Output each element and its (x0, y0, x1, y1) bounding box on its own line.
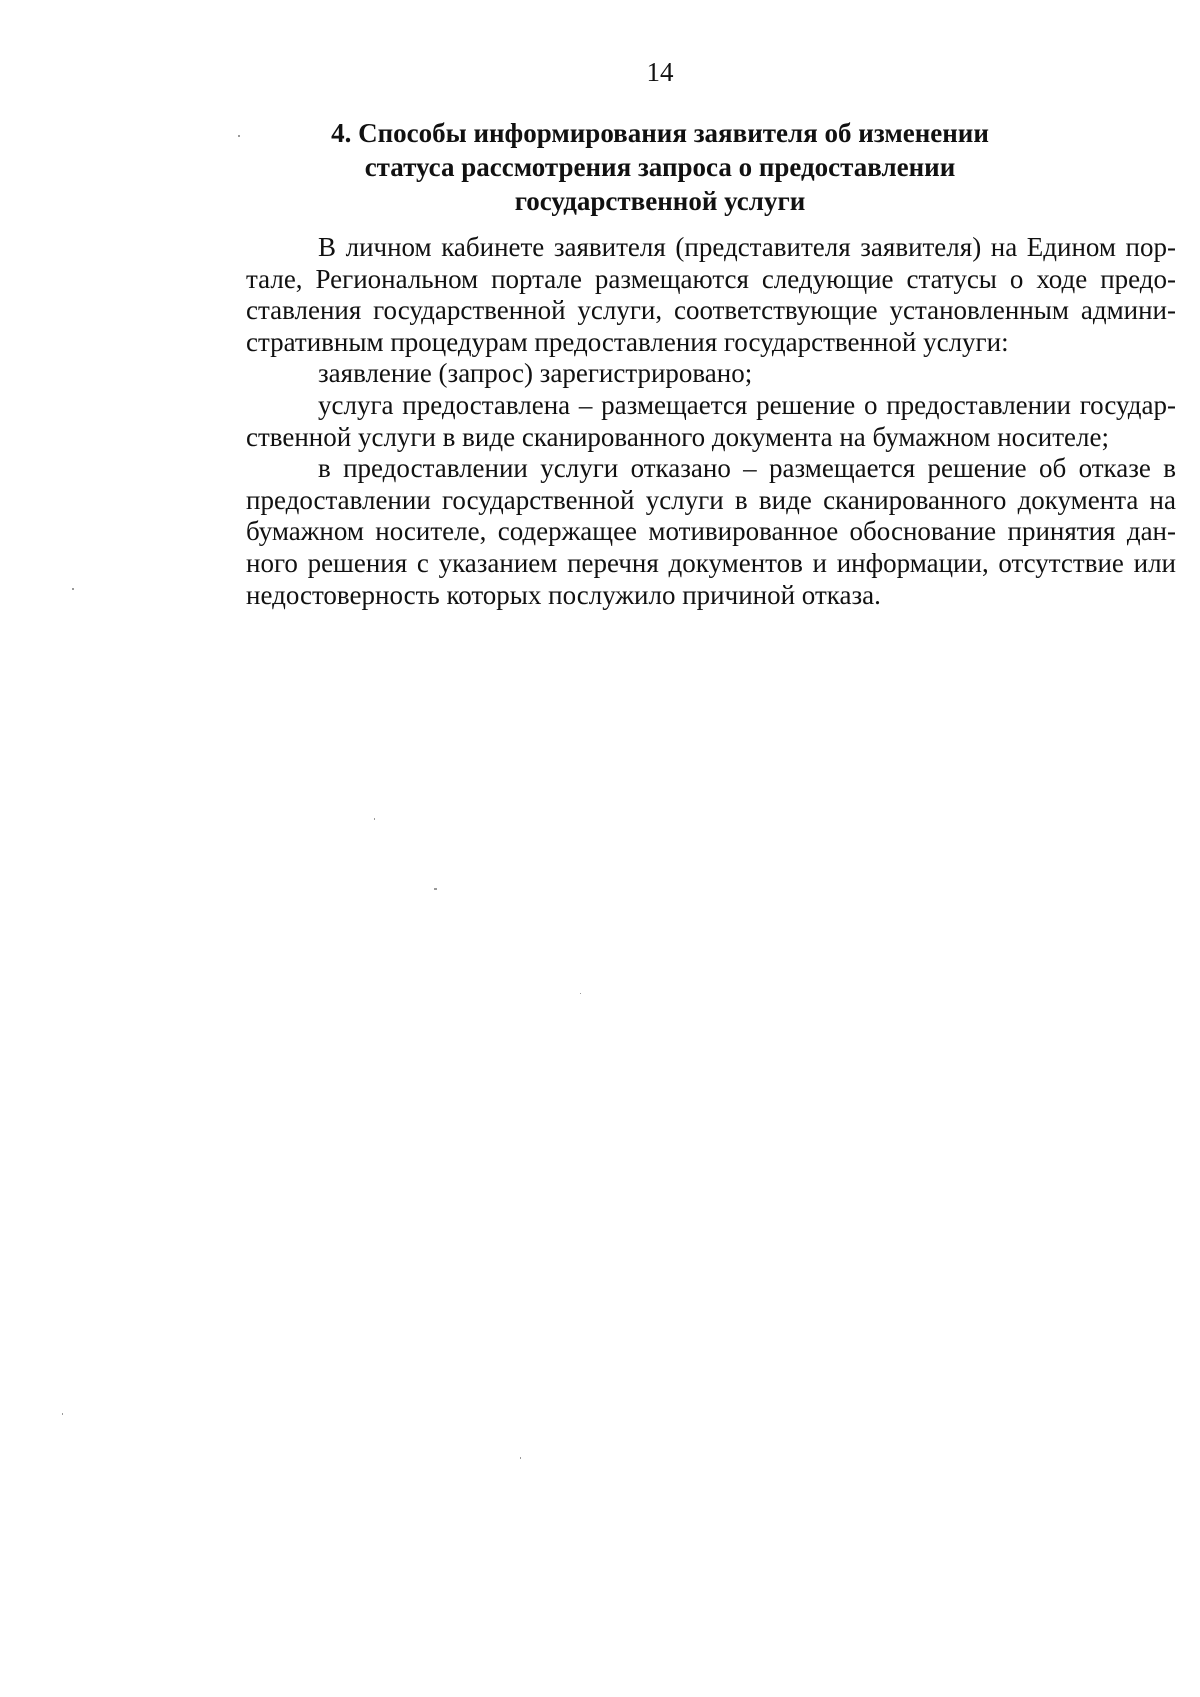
text-line: тале, Региональном портале размещаются следующие статусы о ходе предо- (246, 263, 1176, 294)
text-line: недостоверность которых послужило причиной отказа. (246, 579, 881, 610)
text-line: предоставлении государственной услуги в виде сканированного документа на (246, 484, 1176, 515)
scan-speck (520, 1457, 521, 1459)
scan-speck (374, 818, 375, 820)
text-line: бумажном носителе, содержащее мотивированное обоснование принятия дан- (246, 516, 1176, 547)
page-number: 14 (646, 57, 674, 87)
text-line: ставления государственной услуги, соответствующие установленным админи- (246, 295, 1176, 326)
scan-speck (238, 135, 240, 137)
section-title (275, 116, 1045, 218)
scan-speck (434, 888, 437, 890)
text-line: стративным процедурам предоставления государственной услуги: (246, 326, 1009, 357)
body-text (174, 232, 1176, 611)
scan-speck (62, 1413, 63, 1415)
scan-speck (580, 993, 581, 994)
scan-speck (72, 588, 74, 590)
text-line: заявление (запрос) зарегистрировано; (318, 358, 753, 389)
paragraph-status-provided (174, 390, 1176, 453)
paragraph-statuses-intro (174, 232, 1176, 358)
section-title-line: государственной услуги (514, 186, 806, 216)
text-line: услуга предоставлена – размещается решение о предоставлении государ- (318, 389, 1176, 420)
text-line: в предоставлении услуги отказано – размещается решение об отказе в (318, 453, 1176, 484)
section-title-line: статуса рассмотрения запроса о предоставлении (364, 152, 956, 182)
paragraph-status-registered (174, 358, 1176, 390)
section-title-line: 4. Способы информирования заявителя об изменении (331, 118, 989, 148)
text-line: ного решения с указанием перечня документов и информации, отсутствие или (246, 547, 1176, 578)
text-line: В личном кабинете заявителя (представителя заявителя) на Едином пор- (318, 232, 1176, 262)
text-line: ственной услуги в виде сканированного документа на бумажном носителе; (246, 421, 1109, 452)
paragraph-status-refused (174, 453, 1176, 611)
